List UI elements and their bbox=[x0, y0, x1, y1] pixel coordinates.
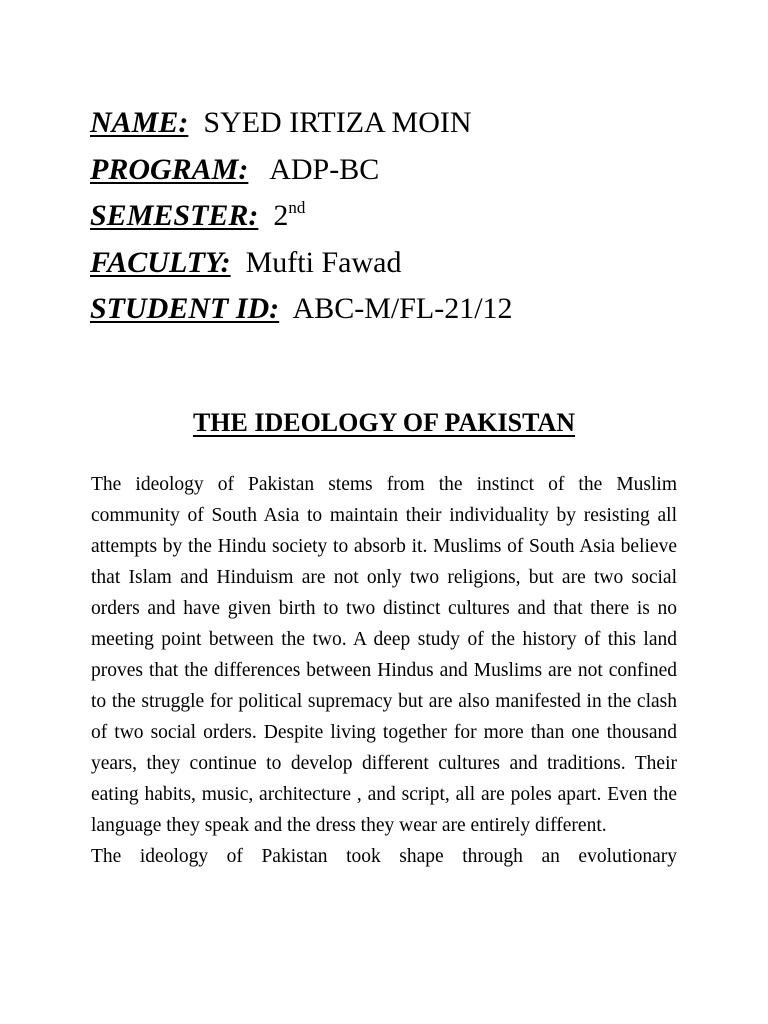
faculty-row bbox=[90, 240, 710, 287]
faculty-value: Mufti Fawad bbox=[245, 245, 402, 279]
semester-suffix: nd bbox=[288, 198, 306, 217]
semester-row bbox=[90, 193, 710, 240]
body-paragraph: The ideology of Pakistan stems from the instinct of the Muslim community of South Asia to maintain their individuality by resisting all attempts by the Hindu society to absorb it. Muslims of South Asia believe that Islam and Hinduism are not only two religions, but are two social orders and have given birth to two distinct cultures and that there is no meeting point between the two. A deep study of the history of this land proves that the differences between Hindus and Muslims are not confined to the struggle for political supremacy but are also manifested in the clash of two social orders. Despite living together for more than one thousand years, they continue to develop different cultures and traditions. Their eating habits, music, architecture , and script, all are poles apart. Even the language they speak and the dress they wear are entirely different. bbox=[91, 474, 677, 836]
student-info-block bbox=[90, 100, 710, 333]
document-title: THE IDEOLOGY OF PAKISTAN bbox=[192, 408, 576, 437]
program-row bbox=[90, 147, 710, 194]
name-label: NAME: bbox=[90, 106, 189, 139]
student-id-value: ABC-M/FL-21/12 bbox=[292, 292, 513, 325]
student-id-row bbox=[90, 286, 710, 333]
name-value: SYED IRTIZA MOIN bbox=[203, 106, 472, 139]
name-row bbox=[90, 100, 710, 147]
document-body bbox=[91, 469, 677, 872]
program-value: ADP-BC bbox=[269, 152, 380, 186]
body-paragraph: The ideology of Pakistan took shape through an evolutionary bbox=[91, 846, 677, 867]
program-label: PROGRAM: bbox=[90, 152, 249, 186]
semester-number: 2 bbox=[273, 199, 289, 232]
faculty-label: FACULTY: bbox=[90, 245, 231, 279]
semester-label: SEMESTER: bbox=[90, 199, 259, 232]
student-id-label: STUDENT ID: bbox=[90, 292, 280, 325]
semester-value bbox=[273, 199, 305, 232]
